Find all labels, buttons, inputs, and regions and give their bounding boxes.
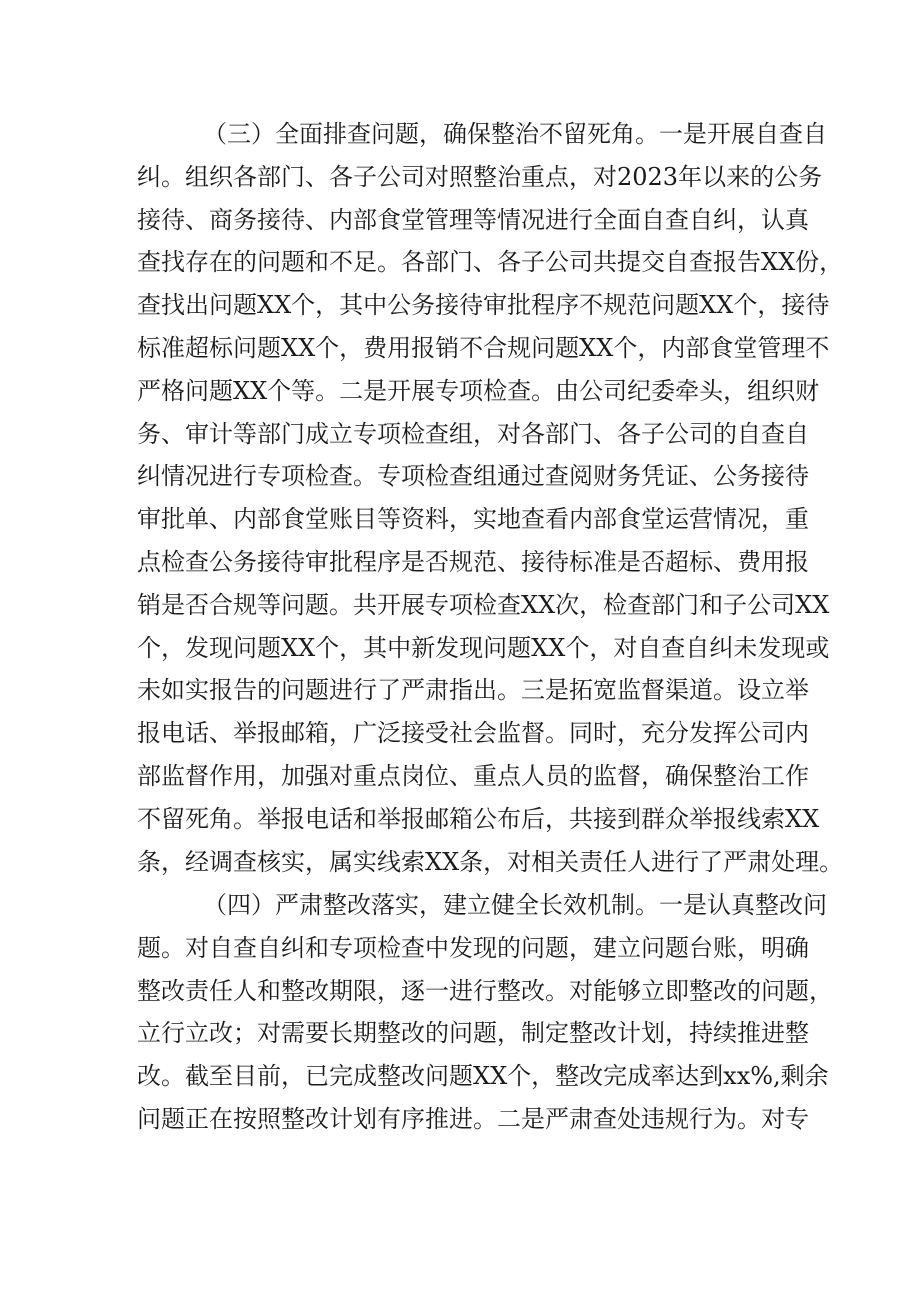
text-line: 题。对自查自纠和专项检查中发现的问题，建立问题台账，明确: [137, 933, 809, 962]
text-line: 立行立改；对需要长期整改的问题，制定整改计划，持续推进整: [137, 1019, 809, 1048]
text-line: 条，经调查核实，属实线索XX条，对相关责任人进行了严肃处理。: [137, 847, 844, 876]
text-line: 报电话、举报邮箱，广泛接受社会监督。同时，充分发挥公司内: [137, 719, 809, 748]
text-line: 查找存在的问题和不足。各部门、各子公司共提交自查报告XX份，: [137, 248, 844, 277]
text-line: 未如实报告的问题进行了严肃指出。三是拓宽监督渠道。设立举: [137, 676, 809, 705]
text-line: 纠。组织各部门、各子公司对照整治重点，对2023年以来的公务: [137, 162, 823, 191]
text-line: 接待、商务接待、内部食堂管理等情况进行全面自查自纠，认真: [137, 205, 809, 234]
text-line: 个，发现问题XX个，其中新发现问题XX个，对自查自纠未发现或: [137, 633, 830, 662]
text-line: 点检查公务接待审批程序是否规范、接待标准是否超标、费用报: [137, 547, 809, 576]
paragraph-section-4: [137, 884, 833, 1141]
text-line: 严格问题XX个等。二是开展专项检查。由公司纪委牵头，组织财: [137, 376, 820, 405]
text-line: 不留死角。举报电话和举报邮箱公布后，共接到群众举报线索XX: [137, 804, 820, 833]
text-line: 标准超标问题XX个，费用报销不合规问题XX个，内部食堂管理不: [137, 333, 830, 362]
text-line: 部监督作用，加强对重点岗位、重点人员的监督，确保整治工作: [137, 761, 809, 790]
text-line: （四）严肃整改落实，建立健全长效机制。一是认真整改问: [203, 891, 827, 919]
text-line: 销是否合规等问题。共开展专项检查XX次，检查部门和子公司XX: [137, 590, 830, 619]
text-line: 查找出问题XX个，其中公务接待审批程序不规范问题XX个，接待: [137, 291, 830, 320]
text-line: 纠情况进行专项检查。专项检查组通过查阅财务凭证、公务接待: [137, 462, 809, 491]
text-line: 改。截至目前，已完成整改问题XX个，整改完成率达到xx%,剩余: [137, 1062, 829, 1091]
paragraph-section-3: [137, 113, 844, 883]
text-line: 问题正在按照整改计划有序推进。二是严肃查处违规行为。对专: [137, 1104, 809, 1133]
text-line: （三）全面排查问题，确保整治不留死角。一是开展自查自: [203, 120, 827, 148]
text-line: 整改责任人和整改期限，逐一进行整改。对能够立即整改的问题，: [137, 976, 833, 1005]
text-line: 审批单、内部食堂账目等资料，实地查看内部食堂运营情况，重: [137, 505, 809, 534]
text-line: 务、审计等部门成立专项检查组，对各部门、各子公司的自查自: [137, 419, 809, 448]
